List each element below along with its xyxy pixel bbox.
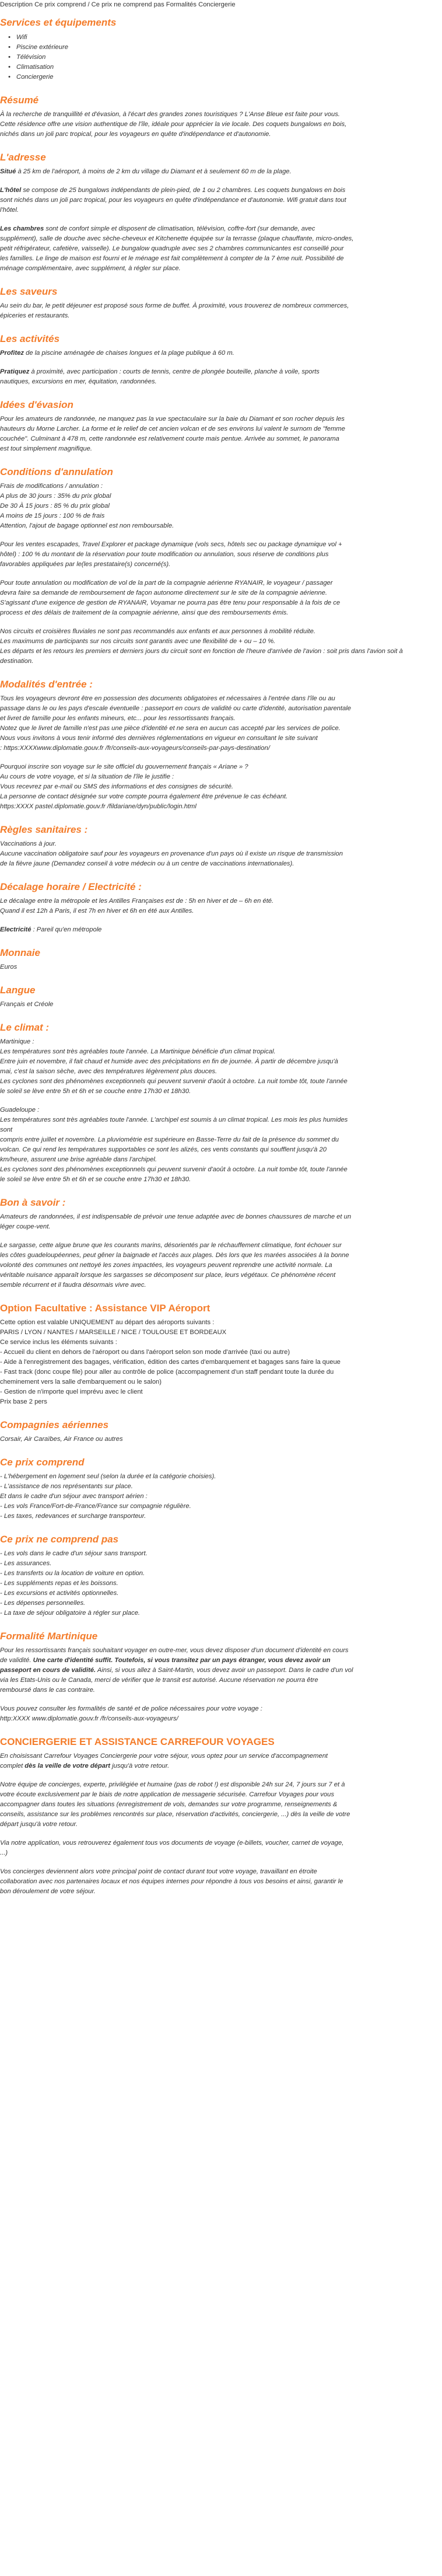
modalites-title: Modalités d'entrée : (0, 679, 93, 690)
idees-text: Pour les amateurs de randonnée, ne manquez pas la vue spectaculaire sur la baie du Diamant et son rocher depuis les hauteurs du Morne Larcher. La forme et le relief de cet ancien volcan et de ses environs lui valent le surnom de "femme couchée". Culminant à 478 m, cette randonnée est relativement courte mais pentue. Arrivée au sommet, le panorama est tout simplement magnifique. (0, 416, 345, 452)
list-item: • Télévision (16, 53, 442, 62)
annulation-escapades: Pour les ventes escapades, Travel Explorer et package dynamique (vols secs, hôtels sec ou package dynamique vol + hôtel) : 100 % du montant de la réservation pour toute modification ou annulation, sous réserve de conditions plus favorables appliquées par le(les prestataire(s) concerné(s). (0, 541, 342, 568)
list-item: • Piscine extérieure (16, 43, 442, 53)
services-section (0, 16, 442, 82)
annulation-title: Conditions d'annulation (0, 466, 113, 477)
activites-profitez: Profitez de la piscine aménagée de chaises longues et la plage publique à 60 m. (0, 350, 234, 357)
activites-section (0, 333, 442, 387)
bon-savoir-title: Bon à savoir : (0, 1197, 66, 1208)
formalite-title: Formalité Martinique (0, 1631, 98, 1642)
bon-savoir-rando: Amateurs de randonnées, il est indispensable de prévoir une tenue adaptée avec de bonnes chaussures de marche et un léger coupe-vent. (0, 1213, 352, 1230)
diplomatie-link[interactable]: : https:XXXXwww.diplomatie.gouv.fr /fr/conseils-aux-voyageurs/conseils-par-pays-destination/ (0, 745, 270, 752)
decalage-title: Décalage horaire / Electricité : (0, 881, 142, 892)
conciergerie-p3: Via notre application, vous retrouverez également tous vos documents de voyage (e-billets, voucher, carnet de voyage, ...) (0, 1839, 344, 1856)
modalites-text: Tous les voyageurs devront être en possession des documents obligatoires et nécessaires à l'entrée dans l'île ou au passage dans le ou les pays d'escale éventuelle : passeport en cours de validité ou carte d'identité, autorisation parentale et livret de famille pour les enfants mineurs, etc... pour les ressortissants français. Notez que le livret de famille n'est pas une pièce d'identité et ne sera en aucun cas accepté par les services de police. Nous vous invitons à vous tenir informé des dernières réglementations en vigueur en consultant le site suivant : https:XXXXwww.diplomatie.gouv.fr /fr/conseils-aux-voyageurs/conseils-par-pays-destination/ (0, 694, 442, 753)
top-tabs-line: Description Ce prix comprend / Ce prix ne comprend pas Formalités Conciergerie (0, 1, 236, 8)
ne-comprend-title: Ce prix ne comprend pas (0, 1534, 119, 1545)
modalites-ariane: Pourquoi inscrire son voyage sur le site officiel du gouvernement français « Ariane » ? Au cours de votre voyage, et si la situation de l'île le justifie : Vous recevrez par e-mail ou SMS des informations et des consignes de sécurité. La personne de contact désignée sur votre compte pourra également être prévenue le cas échéant. https:XXXX pastel.diplomatie.gouv.fr /fildariane/dyn/public/login.html (0, 762, 442, 812)
comprend-section (0, 1456, 442, 1521)
compagnies-section (0, 1419, 442, 1444)
annulation-section (0, 466, 442, 666)
annulation-ryanair: Pour toute annulation ou modification de vol de la part de la compagnie aérienne RYANAIR, le voyageur / passager devra faire sa demande de remboursement de façon autonome directement sur le site de la compagnie aérienne. S'agissant d'une exigence de gestion de RYANAIR, Voyamar ne pourra pas être tenu pour responsable à la fois de ce process et des délais de traitement de la compagnie aérienne, ainsi que des remboursements émis. (0, 580, 341, 616)
adresse-situe: Situé à 25 km de l'aéroport, à moins de 2 km du village du Diamant et à seulement 60 m de la plage. (0, 168, 292, 175)
conciergerie-p1: En choisissant Carrefour Voyages Conciergerie pour votre séjour, vous optez pour un service d'accompagnement complet dès la veille de votre départ jusqu'à votre retour. (0, 1753, 328, 1769)
annulation-frais: Frais de modifications / annulation : A plus de 30 jours : 35% du prix global De 30 À 15 jours : 85 % du prix global A moins de 15 jours : 100 % de frais Attention, l'ajout de bagage optionnel est non remboursable. (0, 483, 174, 529)
electricite-text: Electricité : Pareil qu'en métropole (0, 926, 102, 933)
ariane-link[interactable]: https:XXXX pastel.diplomatie.gouv.fr /fildariane/dyn/public/login.html (0, 803, 197, 810)
conciergerie-p2: Notre équipe de concierges, experte, privilégiée et humaine (pas de robot !) est disponible 24h sur 24, 7 jours sur 7 et à votre écoute exclusivement par le biais de notre application de messagerie sécurisée. Carrefour Voyages pour vous accompagner dans toutes les situations (enregistrement de vols, demandes sur votre programme, renseignements & conseils, assistance sur les problèmes rencontrés sur place, réservation d'activités, conciergerie, ...) dès la veille de votre départ jusqu'à votre retour. (0, 1781, 350, 1828)
sanitaires-title: Règles sanitaires : (0, 824, 88, 835)
conciergerie-p4: Vos concierges deviennent alors votre principal point de contact durant tout votre voyage, travaillant en étroite collaboration avec nos partenaires locaux et nos équipes internes pour répondre à tous vos besoins et ainsi, garantir le bon déroulement de votre séjour. (0, 1868, 343, 1895)
langue-section (0, 984, 442, 1010)
adresse-hotel: L'hôtel se compose de 25 bungalows indépendants de plein-pied, de 1 ou 2 chambres. Les coquets bungalows en bois sont nichés dans un joli parc tropical, pour les voyageurs en quête d'indépendance et d'autonomie. Wifi gratuit dans tout l'hôtel. (0, 187, 346, 214)
ne-comprend-text: - Les vols dans le cadre d'un séjour sans transport. - Les assurances. - Les transferts ou la location de voiture en option. - Les suppléments repas et les boissons. - Les excursions et activités optionnelles. - Les dépenses personnelles. - La taxe de séjour obligatoire à régler sur place. (0, 1550, 148, 1617)
modalites-section (0, 678, 442, 812)
compagnies-title: Compagnies aériennes (0, 1419, 109, 1430)
vip-title: Option Facultative : Assistance VIP Aéroport (0, 1303, 211, 1314)
resume-section (0, 94, 442, 139)
annulation-circuits: Nos circuits et croisières fluviales ne sont pas recommandés aux enfants et aux personnes à mobilité réduite. Les maximums de participants sur nos circuits sont garantis avec une flexibilité de + ou – 10 %. Les départs et les retours les premiers et derniers jours du circuit sont en fonction de l'heure d'arrivée de l'avion : soit pris dans l'avion soit à destination. (0, 628, 403, 665)
formalite-text: Pour les ressortissants français souhaitant voyager en outre-mer, vous devez disposer d'un document d'identité en cours de validité. Une carte d'identité suffit. Toutefois, si vous transitez par un pays étranger, vous devez avoir un passeport en cours de validité. Ainsi, si vous allez à Saint-Martin, vous devez avoir un passeport. Dans le cadre d'un vol via les Etats-Unis ou le Canada, merci de vérifier que le transit est autorisé. Aucune réservation ne pourra être remboursé dans le cas contraire. (0, 1647, 353, 1694)
activites-pratiquez: Pratiquez à proximité, avec participation : courts de tennis, centre de plongée bouteille, planche à voile, sports nautiques, excursions en mer, équitation, randonnées. (0, 368, 320, 385)
ne-comprend-section (0, 1533, 442, 1618)
vip-text: Cette option est valable UNIQUEMENT au départ des aéroports suivants : PARIS / LYON / NANTES / MARSEILLE / NICE / TOULOUSE ET BORDEAUX Ce service inclus les éléments suivants : - Accueil du client en dehors de l'aéroport ou dans l'aéroport selon son mode d'arrivée (taxi ou autre) - Aide à l'enregistrement des bagages, vérification, édition des cartes d'embarquement et bagages sans faire la queue - Fast track (donc coupe file) pour aller au contrôle de police (accompagnement d'un staff pendant toute la durée du cheminement vers la salle d'embarquement ou le salon) - Gestion de n'importe quel imprévu avec le client Prix base 2 pers (0, 1319, 341, 1405)
formalite-section (0, 1630, 442, 1724)
adresse-title: L'adresse (0, 152, 46, 163)
saveurs-title: Les saveurs (0, 286, 58, 297)
services-title: Services et équipements (0, 17, 117, 28)
adresse-chambres: Les chambres sont de confort simple et disposent de climatisation, télévision, coffre-fort (sur demande, avec supplément), salle de douche avec sèche-cheveux et Kitchenette équipée sur la terrasse (plaque chauffante, micro-ondes, petit réfrigérateur, cafetière, vaisselle). Le bungalow quadruple avec ses 2 chambres communicantes est conseillé pour les familles. Le linge de maison est fourni et le ménage est fait complètement à compter de la 7 ème nuit. Possibilité de ménage complémentaire, avec supplément, à régler sur place. (0, 225, 354, 272)
resume-text: À la recherche de tranquillité et d'évasion, à l'écart des grandes zones touristiques ? L'Anse Bleue est faite pour vous. Cette résidence offre une vision authentique de l'île, idéale pour apprécier la vie locale. Des coquets bungalows en bois, nichés dans un joli parc tropical, pour les voyageurs en quête d'indépendance et d'autonomie. (0, 111, 347, 138)
comprend-title: Ce prix comprend (0, 1457, 85, 1468)
vip-section (0, 1302, 442, 1407)
climat-guadeloupe: Guadeloupe : Les températures sont très agréables toute l'année. L'archipel est soumis à un climat tropical. Les mois les plus humides sont compris entre juillet et novembre. La pluviométrie est supérieure en Basse-Terre du fait de la présence du sommet du volcan. Ce qui rend les températures supportables ce sont les alizés, ces vents constants qui soufflent jusqu'à 20 km/heure, assurent une brise agréable dans l'archipel. Les cyclones sont des phénomènes exceptionnels qui peuvent survenir d'août à octobre. La nuit tombe tôt, toute l'année le soleil se lève entre 5h et 6h et se couche entre 17h30 et 18h30. (0, 1107, 348, 1183)
bon-savoir-sargasse: Le sargasse, cette algue brune que les courants marins, désorientés par le réchauffement climatique, font échouer sur les côtes guadeloupéennes, peut gêner la baignade et l'accès aux plages. Dès lors que les marées associées à la bonne volonté des communes ont nettoyé les zones impactées, les voyageurs peuvent reprendre une activité normale. La véritable nuisance apparaît lorsque les sargasses se décomposent sur place, leurs végétaux. Ce phénomène récent semble récurrent et il faudra désormais vivre avec. (0, 1242, 349, 1289)
sanitaires-text: Vaccinations à jour. Aucune vaccination obligatoire sauf pour les voyageurs en provenance d'un pays où il existe un risque de transmission de la fièvre jaune (Demandez conseil à votre médecin ou à un centre de vaccinations internationales). (0, 840, 343, 867)
activites-title: Les activités (0, 333, 60, 344)
conciergerie-title: CONCIERGERIE ET ASSISTANCE CARREFOUR VOYAGES (0, 1736, 275, 1747)
comprend-text: - L'hébergement en logement seul (selon la durée et la catégorie choisies). - L'assistance de nos représentants sur place. Et dans le cadre d'un séjour avec transport aérien : - Les vols France/Fort-de-France/France sur compagnie régulière. - Les taxes, redevances et surcharge transporteur. (0, 1473, 216, 1520)
climat-title: Le climat : (0, 1022, 50, 1033)
bon-savoir-section (0, 1196, 442, 1290)
services-list (0, 33, 442, 82)
resume-title: Résumé (0, 95, 39, 106)
formalite-link[interactable]: http:XXXX www.diplomatie.gouv.fr /fr/conseils-aux-voyageurs/ (0, 1715, 178, 1722)
langue-text: Français et Créole (0, 1001, 54, 1008)
conciergerie-section (0, 1736, 442, 1897)
langue-title: Langue (0, 985, 36, 996)
decalage-section (0, 881, 442, 935)
monnaie-title: Monnaie (0, 947, 40, 958)
list-item: • Conciergerie (16, 72, 442, 82)
formalite-links: Vous pouvez consulter les formalités de santé et de police nécessaires pour votre voyage : http:XXXX www.diplomatie.gouv.fr /fr/conseils-aux-voyageurs/ (0, 1704, 442, 1724)
list-item: • Wifi (16, 33, 442, 43)
climat-section (0, 1021, 442, 1185)
idees-section (0, 399, 442, 454)
adresse-section (0, 151, 442, 274)
idees-title: Idées d'évasion (0, 399, 73, 410)
decalage-text: Le décalage entre la métropole et les Antilles Françaises est de : 5h en hiver et de – 6h en été. Quand il est 12h à Paris, il est 7h en hiver et 6h en été aux Antilles. (0, 898, 274, 914)
sanitaires-section (0, 823, 442, 869)
saveurs-section (0, 285, 442, 321)
monnaie-section (0, 947, 442, 972)
list-item: • Climatisation (16, 62, 442, 72)
monnaie-text: Euros (0, 964, 17, 971)
climat-martinique: Martinique : Les températures sont très agréables toute l'année. La Martinique bénéficie d'un climat tropical. Entre juin et novembre, il fait chaud et humide avec des précipitations en fin de journée. À partir de décembre jusqu'à mai, c'est la saison sèche, avec des températures légèrement plus douces. Les cyclones sont des phénomènes exceptionnels qui peuvent survenir d'août à octobre. La nuit tombe tôt, toute l'année le soleil se lève entre 5h et 6h et se couche entre 17h30 et 18h30. (0, 1038, 348, 1095)
saveurs-text: Au sein du bar, le petit déjeuner est proposé sous forme de buffet. À proximité, vous trouverez de nombreux commerces, épiceries et restaurants. (0, 302, 349, 319)
compagnies-text: Corsair, Air Caraïbes, Air France ou autres (0, 1436, 123, 1443)
